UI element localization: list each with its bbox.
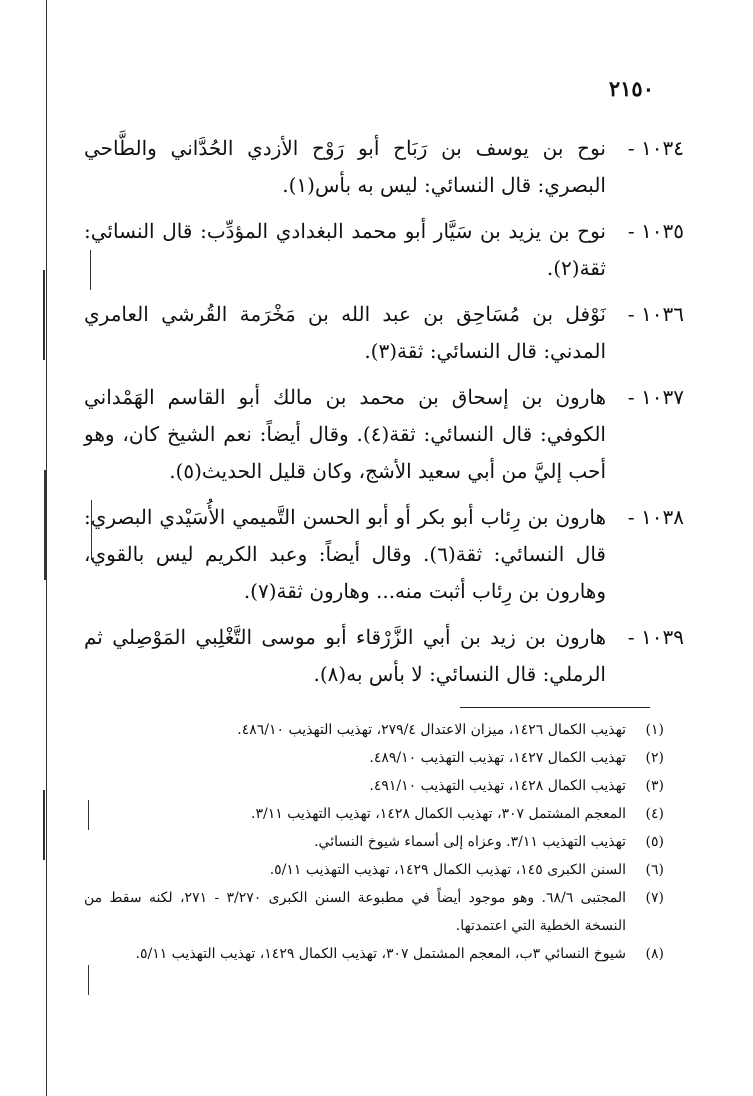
entry-number: ١٠٣٧ - [627, 385, 684, 409]
footnote-number: (٧) [645, 890, 664, 906]
scan-artifact-line [43, 790, 45, 860]
entry-item [84, 213, 684, 287]
entry-text: هارون بن رِئاب أبو بكر أو أبو الحسن التَّميمي الأُسَيْدي البصري: قال النسائي: ثقة(٦). وقال أيضاً: وعبد الكريم ليس بالقوي، وهارون بن رِئاب أثبت منه... وهارون ثقة(٧). [84, 505, 606, 603]
entry-text: هارون بن زيد بن أبي الزَّرْقاء أبو موسى التَّغْلِبي المَوْصِلي ثم الرملي: قال النسائي: لا بأس به(٨). [84, 625, 606, 686]
entry-text: هارون بن إسحاق بن محمد بن مالك أبو القاسم الهَمْداني الكوفي: قال النسائي: ثقة(٤). وقال أيضاً: نعم الشيخ كان، وهو أحب إليَّ من أبي سعيد الأشج، وكان قليل الحديث(٥). [84, 385, 606, 483]
footnote-number: (٨) [645, 946, 664, 962]
footnote-text: المجتبى ٦٨/٦. وهو موجود أيضاً في مطبوعة السنن الكبرى ٣/٢٧٠ - ٢٧١، لكنه سقط من النسخة الخطية التي اعتمدتها. [84, 890, 626, 934]
entry-number: ١٠٣٦ - [627, 302, 684, 326]
footnote-text: السنن الكبرى ١٤٥، تهذيب الكمال ١٤٢٩، تهذيب التهذيب ٥/١١. [269, 862, 626, 878]
footnote-item [84, 828, 664, 856]
entry-item [84, 379, 684, 490]
entry-number: ١٠٣٥ - [627, 219, 684, 243]
footnote-item [84, 856, 664, 884]
entries-list [84, 130, 684, 702]
footnote-number: (١) [645, 722, 664, 738]
entry-text: نوح بن يزيد بن سَيَّار أبو محمد البغدادي المؤدِّب: قال النسائي: ثقة(٢). [84, 219, 607, 280]
footnote-text: تهذيب التهذيب ٣/١١. وعزاه إلى أسماء شيوخ النسائي. [314, 834, 626, 850]
footnote-text: المعجم المشتمل ٣٠٧، تهذيب الكمال ١٤٢٨، تهذيب التهذيب ٣/١١. [251, 806, 626, 822]
footnote-number: (٣) [645, 778, 664, 794]
footnote-text: تهذيب الكمال ١٤٢٦، ميزان الاعتدال ٢٧٩/٤، تهذيب التهذيب ٤٨٦/١٠. [237, 722, 626, 738]
scan-artifact-line [44, 470, 46, 580]
scan-artifact-line [88, 965, 89, 995]
footnote-number: (٤) [645, 806, 664, 822]
footnote-text: شيوخ النسائي ٣ب، المعجم المشتمل ٣٠٧، تهذيب الكمال ١٤٢٩، تهذيب التهذيب ٥/١١. [135, 946, 626, 962]
entry-text: نوح بن يوسف بن رَبَاح أبو رَوْح الأزدي الحُدَّاني والطَّاحي البصري: قال النسائي: ليس به بأس(١). [84, 136, 606, 197]
footnotes-list [84, 716, 664, 968]
entry-number: ١٠٣٨ - [627, 505, 684, 529]
scan-artifact-line [46, 0, 47, 1096]
footnote-item [84, 884, 664, 940]
entry-item [84, 296, 684, 370]
footnote-item [84, 800, 664, 828]
entry-number: ١٠٣٩ - [627, 625, 684, 649]
footnote-item [84, 744, 664, 772]
entry-item [84, 619, 684, 693]
entry-item [84, 499, 684, 610]
footnote-text: تهذيب الكمال ١٤٢٨، تهذيب التهذيب ٤٩١/١٠. [369, 778, 626, 794]
entry-text: نَوْفل بن مُسَاحِق بن عبد الله بن مَخْرَمة القُرشي العامري المدني: قال النسائي: ثقة(٣). [84, 302, 606, 363]
entry-number: ١٠٣٤ - [627, 136, 684, 160]
footnote-item [84, 716, 664, 744]
footnote-number: (٦) [645, 862, 664, 878]
footnote-separator [460, 707, 650, 708]
footnote-text: تهذيب الكمال ١٤٢٧، تهذيب التهذيب ٤٨٩/١٠. [369, 750, 626, 766]
footnote-number: (٥) [645, 834, 664, 850]
entry-item [84, 130, 684, 204]
footnote-item [84, 940, 664, 968]
footnote-number: (٢) [645, 750, 664, 766]
page-number: ٢١٥٠ [608, 76, 654, 101]
footnote-item [84, 772, 664, 800]
scan-artifact-line [43, 270, 45, 360]
